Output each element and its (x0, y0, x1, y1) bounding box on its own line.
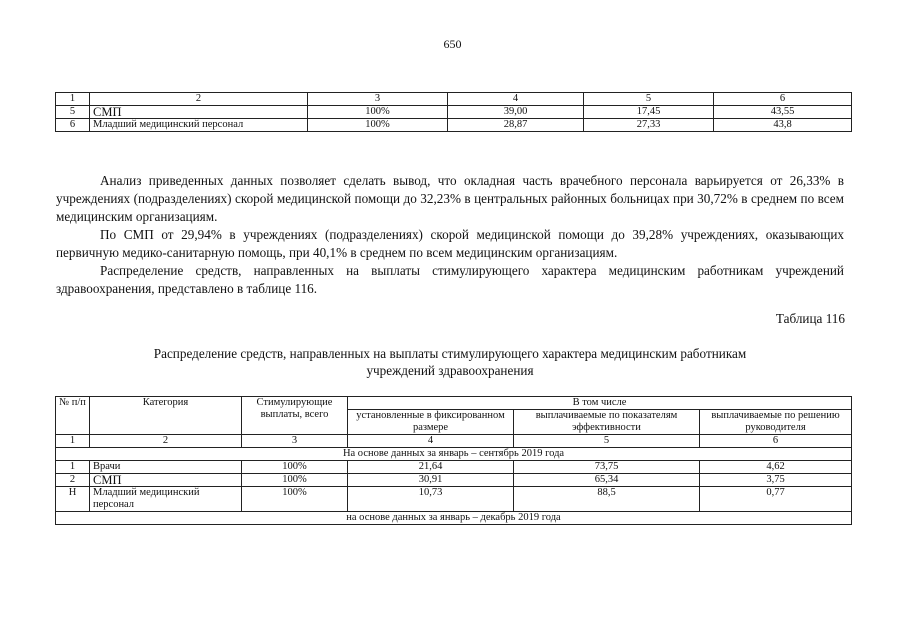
cell: 1 (56, 93, 90, 106)
section-label: на основе данных за январь – декабрь 2019 года (56, 512, 852, 525)
cell: Младший медицинский персонал (90, 487, 242, 512)
cell: 1 (56, 435, 90, 448)
cell: 100% (242, 487, 348, 512)
cell: 6 (714, 93, 852, 106)
cell: Врачи (90, 461, 242, 474)
body-text (56, 172, 844, 298)
cell: Н (56, 487, 90, 512)
header-manager: выплачиваемые по решению руководителя (700, 410, 852, 435)
header-category: Категория (90, 397, 242, 435)
cell: 65,34 (514, 474, 700, 487)
header-total: Стимулирующие выплаты, всего (242, 397, 348, 435)
table-continuation (55, 92, 852, 132)
cell: 6 (700, 435, 852, 448)
cell: 21,64 (348, 461, 514, 474)
paragraph: Анализ приведенных данных позволяет сделать вывод, что окладная часть врачебного персонала варьируется от 26,33% в учреждениях (подразделениях) скорой медицинской помощи до 32,23% в центральных районных больницах при 30,72% в среднем по всем медицинским организациям. (56, 173, 844, 224)
cell: 100% (242, 461, 348, 474)
table-row (56, 119, 852, 132)
cell: 1 (56, 461, 90, 474)
column-number-row (56, 435, 852, 448)
cell: 2 (90, 93, 308, 106)
cell: 4 (448, 93, 584, 106)
table-row (56, 106, 852, 119)
cell: 73,75 (514, 461, 700, 474)
column-number-row (56, 93, 852, 106)
cell: 2 (90, 435, 242, 448)
cell: 39,00 (448, 106, 584, 119)
cell: 3 (242, 435, 348, 448)
cell: 27,33 (584, 119, 714, 132)
section-label: На основе данных за январь – сентябрь 2019 года (56, 448, 852, 461)
cell: 5 (56, 106, 90, 119)
cell: 17,45 (584, 106, 714, 119)
table-row (56, 487, 852, 512)
header-including: В том числе (348, 397, 852, 410)
cell: 88,5 (514, 487, 700, 512)
table-row (56, 461, 852, 474)
cell: 28,87 (448, 119, 584, 132)
cell: 43,8 (714, 119, 852, 132)
cell: 10,73 (348, 487, 514, 512)
cell: 3,75 (700, 474, 852, 487)
cell: 3 (308, 93, 448, 106)
section-row (56, 512, 852, 525)
cell: 5 (514, 435, 700, 448)
header-efficiency: выплачиваемые по показателям эффективности (514, 410, 700, 435)
cell: Младший медицинский персонал (90, 119, 308, 132)
cell: 2 (56, 474, 90, 487)
table-116 (55, 396, 852, 525)
header-row (56, 397, 852, 410)
cell: 0,77 (700, 487, 852, 512)
page-number: 650 (443, 37, 462, 51)
caption-line: учреждений здравоохранения (366, 363, 534, 378)
cell: 5 (584, 93, 714, 106)
cell: СМП (90, 106, 308, 119)
paragraph: Распределение средств, направленных на выплаты стимулирующего характера медицинским работникам учреждений здравоохранения, представлено в таблице 116. (56, 263, 844, 296)
header-fixed: установленные в фиксированном размере (348, 410, 514, 435)
cell: 43,55 (714, 106, 852, 119)
cell: 100% (308, 106, 448, 119)
cell: 4 (348, 435, 514, 448)
header-num: № п/п (56, 397, 90, 435)
paragraph: По СМП от 29,94% в учреждениях (подразделениях) скорой медицинской помощи до 39,28% учреждениях, оказывающих первичную медико-санитарную помощь, при 40,1% в среднем по всем медицинским организациям. (56, 227, 844, 260)
cell: 100% (242, 474, 348, 487)
table-row (56, 474, 852, 487)
table-label: Таблица 116 (775, 311, 845, 326)
cell: 100% (308, 119, 448, 132)
table-caption (56, 345, 844, 379)
caption-line: Распределение средств, направленных на выплаты стимулирующего характера медицинским работникам (153, 346, 747, 361)
cell: СМП (90, 474, 242, 487)
cell: 6 (56, 119, 90, 132)
cell: 30,91 (348, 474, 514, 487)
section-row (56, 448, 852, 461)
cell: 4,62 (700, 461, 852, 474)
